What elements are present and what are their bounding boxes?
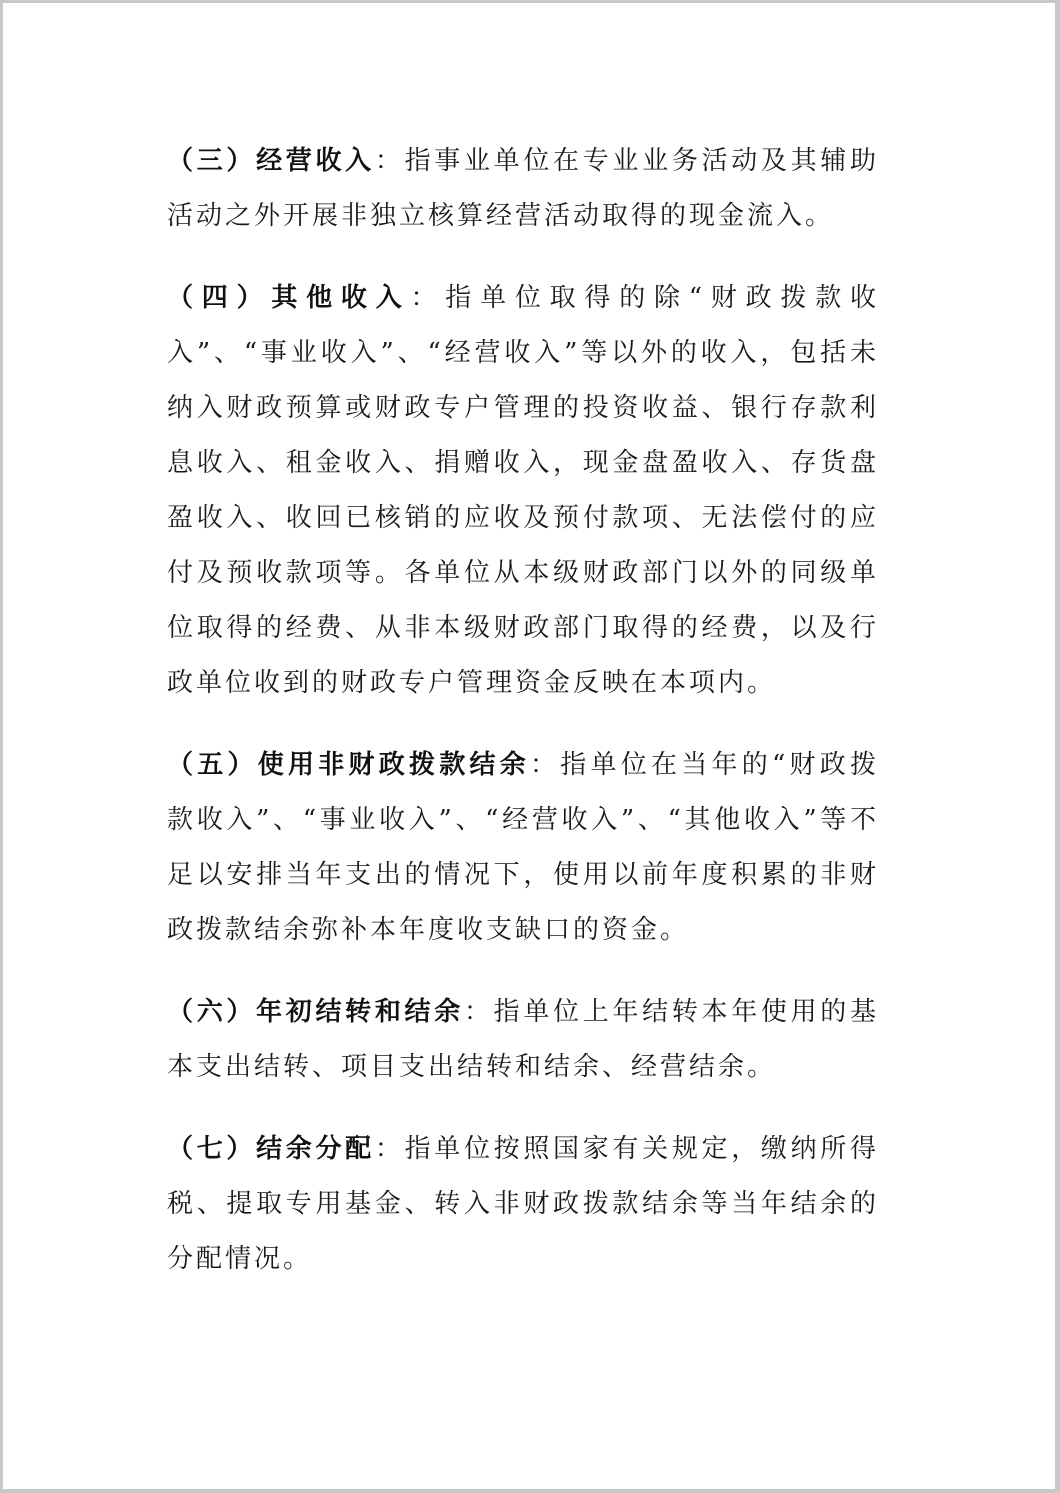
- paragraph-heading: （六）年初结转和结余: [167, 997, 464, 1027]
- document-body: [167, 134, 879, 1314]
- paragraph-other-income: [167, 271, 879, 711]
- paragraph-text: ：指事业单位在专业业务活动及其辅助活动之外开展非独立核算经营活动取得的现金流入。: [167, 146, 879, 231]
- document-page: [3, 3, 1055, 1489]
- paragraph-carryover-balance: [167, 985, 879, 1095]
- paragraph-text: ：指单位上年结转本年使用的基本支出结转、项目支出结转和结余、经营结余。: [167, 997, 879, 1082]
- paragraph-text: ：指单位在当年的“财政拨款收入”、“事业收入”、“经营收入”、“其他收入”等不足以安排当年支出的情况下，使用以前年度积累的非财政拨款结余弥补本年度收支缺口的资金。: [167, 750, 879, 945]
- paragraph-surplus-distribution: [167, 1122, 879, 1287]
- paragraph-text: ：指单位按照国家有关规定，缴纳所得税、提取专用基金、转入非财政拨款结余等当年结余的分配情况。: [167, 1134, 879, 1274]
- paragraph-non-fiscal-surplus-use: [167, 738, 879, 958]
- paragraph-heading: （五）使用非财政拨款结余: [167, 750, 530, 780]
- paragraph-text: ：指单位取得的除“财政拨款收入”、“事业收入”、“经营收入”等以外的收入，包括未纳入财政预算或财政专户管理的投资收益、银行存款利息收入、租金收入、捐赠收入，现金盘盈收入、存货盘盈收入、收回已核销的应收及预付款项、无法偿付的应付及预收款项等。各单位从本级财政部门以外的同级单位取得的经费、从非本级财政部门取得的经费，以及行政单位收到的财政专户管理资金反映在本项内。: [167, 283, 879, 698]
- paragraph-heading: （四）其他收入: [167, 283, 411, 313]
- paragraph-operating-income: [167, 134, 879, 244]
- paragraph-heading: （三）经营收入: [167, 146, 375, 176]
- paragraph-heading: （七）结余分配: [167, 1134, 375, 1164]
